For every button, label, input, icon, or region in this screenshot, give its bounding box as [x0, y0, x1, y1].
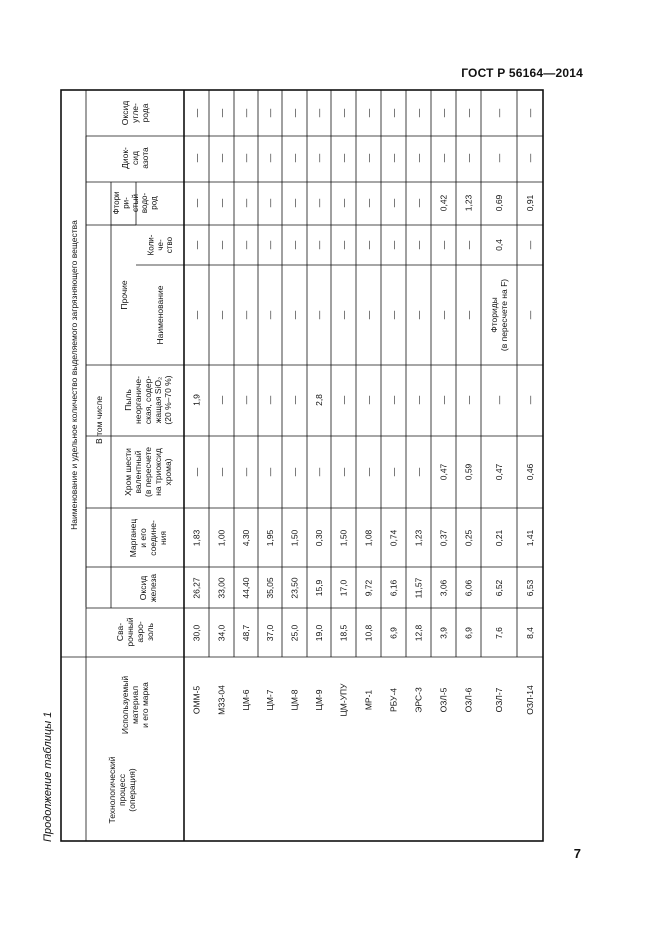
cell-chromium: —: [314, 467, 324, 477]
cell-no2: —: [314, 153, 324, 163]
header-iron: Оксиджелеза: [138, 573, 158, 603]
cell-co: —: [289, 108, 300, 118]
cell-other_qty: —: [289, 240, 300, 250]
cell-other_qty: —: [191, 240, 202, 250]
cell-hf: 0,42: [438, 194, 449, 212]
cell-dust: —: [525, 395, 535, 405]
header-no2: Диок-сидазота: [119, 147, 150, 169]
cell-dust: —: [289, 395, 300, 405]
cell-other_qty: —: [413, 240, 424, 250]
cell-dust: 2,8: [314, 394, 324, 406]
cell-chromium: —: [413, 467, 424, 477]
cell-other_name: —: [463, 310, 474, 320]
cell-dust: —: [494, 395, 504, 405]
cell-aerosol: 12,8: [413, 624, 424, 642]
cell-co: —: [191, 108, 202, 118]
page-number: 7: [573, 846, 581, 861]
cell-dust: —: [363, 395, 374, 405]
cell-aerosol: 34,0: [216, 624, 227, 642]
cell-other_qty: —: [525, 240, 535, 250]
cell-dust: —: [216, 395, 227, 405]
cell-dust: —: [388, 395, 399, 405]
cell-aerosol: 6,9: [463, 627, 474, 639]
cell-hf: —: [413, 198, 424, 208]
cell-no2: —: [338, 153, 349, 163]
cell-hf: —: [191, 198, 202, 208]
cell-no2: —: [438, 153, 449, 163]
cell-no2: —: [463, 153, 474, 163]
cell-chromium: —: [363, 467, 374, 477]
cell-hf: —: [216, 198, 227, 208]
cell-aerosol: 18,5: [338, 624, 349, 642]
cell-hf: 0,69: [494, 194, 504, 212]
cell-other_name: —: [314, 310, 324, 320]
cell-co: —: [314, 108, 324, 118]
cell-other_name: —: [338, 310, 349, 320]
cell-hf: —: [265, 198, 275, 208]
cell-iron: 6,52: [494, 579, 504, 597]
cell-iron: 17,0: [338, 579, 349, 597]
cell-chromium: —: [265, 467, 275, 477]
cell-aerosol: 19,0: [314, 624, 324, 642]
cell-other_qty: —: [338, 240, 349, 250]
header-aerosol: Сва-рочныйаэро-золь: [114, 617, 155, 647]
cell-manganese: 1,95: [265, 529, 275, 547]
cell-co: —: [525, 108, 535, 118]
cell-manganese: 0,25: [463, 529, 474, 547]
cell-aerosol: 6,9: [388, 627, 399, 639]
cell-material: РБУ-4: [388, 687, 399, 713]
cell-hf: 1,23: [463, 194, 474, 212]
cell-co: —: [494, 108, 504, 118]
cell-other_qty: —: [363, 240, 374, 250]
standard-id: ГОСТ Р 56164—2014: [461, 66, 583, 80]
cell-co: —: [463, 108, 474, 118]
cell-no2: —: [241, 153, 251, 163]
cell-manganese: 1,00: [216, 529, 227, 547]
header-subgroup: В том числе: [94, 396, 104, 444]
cell-other_name: —: [438, 310, 449, 320]
cell-iron: 6,53: [525, 579, 535, 597]
cell-dust: —: [241, 395, 251, 405]
cell-manganese: 1,83: [191, 529, 202, 547]
header-group: Наименование и удельное количество выделяемого загрязняющего вещества: [69, 220, 79, 530]
cell-material: ОЗЛ-14: [525, 685, 535, 715]
cell-other_qty: —: [241, 240, 251, 250]
cell-co: —: [241, 108, 251, 118]
cell-hf: —: [241, 198, 251, 208]
cell-chromium: —: [241, 467, 251, 477]
cell-chromium: 0,47: [494, 463, 504, 481]
cell-iron: 3,06: [438, 579, 449, 597]
cell-other_name: —: [363, 310, 374, 320]
cell-other_qty: —: [216, 240, 227, 250]
cell-manganese: 1,08: [363, 529, 374, 547]
cell-chromium: 0,59: [463, 463, 474, 481]
cell-dust: 1,9: [191, 394, 202, 406]
cell-hf: —: [363, 198, 374, 208]
cell-hf: —: [314, 198, 324, 208]
cell-iron: 6,06: [463, 579, 474, 597]
cell-co: —: [216, 108, 227, 118]
cell-material: ОЗЛ-7: [494, 687, 504, 713]
cell-other_name: —: [191, 310, 202, 320]
cell-other_name: —: [525, 310, 535, 320]
cell-no2: —: [289, 153, 300, 163]
cell-aerosol: 10,8: [363, 624, 374, 642]
cell-other_name: —: [289, 310, 300, 320]
cell-hf: —: [388, 198, 399, 208]
cell-material: ЦМ-8: [289, 689, 300, 711]
cell-manganese: 1,50: [338, 529, 349, 547]
cell-aerosol: 3,9: [438, 627, 449, 639]
cell-iron: 26,27: [191, 577, 202, 599]
cell-manganese: 4,30: [241, 529, 251, 547]
cell-co: —: [338, 108, 349, 118]
cell-material: ОММ-5: [191, 685, 202, 715]
table-continuation-caption: Продолжение таблицы 1: [42, 711, 54, 842]
header-manganese: Марганеци егосоедине-ния: [127, 518, 168, 558]
cell-hf: —: [338, 198, 349, 208]
cell-no2: —: [525, 153, 535, 163]
cell-aerosol: 7,6: [494, 627, 504, 639]
header-dust: Пыльнеорганиче-ская, содер-жащая SiO₂(20 %–70 %): [122, 375, 173, 425]
cell-chromium: —: [216, 467, 227, 477]
cell-other_name: —: [241, 310, 251, 320]
cell-other_qty: —: [438, 240, 449, 250]
header-process: Технологическийпроцесс(операция): [106, 756, 137, 824]
header-other-qty: Коли-че-ство: [146, 234, 175, 256]
header-co: Оксидугле-рода: [119, 100, 150, 126]
cell-manganese: 0,37: [438, 529, 449, 547]
cell-aerosol: 8,4: [525, 627, 535, 639]
cell-co: —: [265, 108, 275, 118]
cell-iron: 15,9: [314, 579, 324, 597]
cell-material: МР-1: [363, 689, 374, 711]
cell-co: —: [438, 108, 449, 118]
cell-manganese: 0,30: [314, 529, 324, 547]
header-chromium: Хром шестивалентный(в пересчетена триоксидхрома): [122, 446, 173, 498]
cell-iron: 33,00: [216, 577, 227, 599]
cell-no2: —: [388, 153, 399, 163]
cell-other_name: —: [265, 310, 275, 320]
cell-hf: —: [289, 198, 300, 208]
cell-iron: 11,57: [413, 577, 424, 599]
cell-chromium: —: [289, 467, 300, 477]
cell-other_qty: —: [463, 240, 474, 250]
cell-iron: 35,05: [265, 577, 275, 599]
cell-aerosol: 37,0: [265, 624, 275, 642]
cell-co: —: [388, 108, 399, 118]
header-other: Прочие: [119, 280, 129, 310]
cell-manganese: 0,21: [494, 529, 504, 547]
cell-no2: —: [363, 153, 374, 163]
cell-other_name: Фториды(в пересчете на F): [489, 278, 509, 352]
cell-hf: 0,91: [525, 194, 535, 212]
cell-dust: —: [338, 395, 349, 405]
cell-iron: 9,72: [363, 579, 374, 597]
cell-iron: 23,50: [289, 577, 300, 599]
cell-manganese: 0,74: [388, 529, 399, 547]
header-other-name: Наименование: [155, 285, 165, 345]
cell-no2: —: [494, 153, 504, 163]
cell-material: ЦМ-7: [265, 689, 275, 711]
cell-material: ОЗЛ-5: [438, 687, 449, 713]
cell-chromium: —: [388, 467, 399, 477]
cell-other_qty: 0,4: [494, 239, 504, 251]
cell-material: ЦМ-6: [241, 689, 251, 711]
cell-dust: —: [463, 395, 474, 405]
cell-other_qty: —: [388, 240, 399, 250]
cell-aerosol: 48,7: [241, 624, 251, 642]
cell-material: ЭРС-3: [413, 687, 424, 713]
header-hf: Фторири-стыйводо-род: [111, 191, 159, 215]
cell-chromium: 0,46: [525, 463, 535, 481]
cell-other_qty: —: [314, 240, 324, 250]
cell-iron: 44,40: [241, 577, 251, 599]
cell-co: —: [363, 108, 374, 118]
cell-other_name: —: [216, 310, 227, 320]
cell-manganese: 1,23: [413, 529, 424, 547]
cell-co: —: [413, 108, 424, 118]
cell-iron: 6,16: [388, 579, 399, 597]
cell-other_name: —: [388, 310, 399, 320]
cell-chromium: 0,47: [438, 463, 449, 481]
cell-material: МЗЗ-04: [216, 685, 227, 715]
cell-material: ЦМ-УПУ: [338, 683, 349, 717]
cell-other_qty: —: [265, 240, 275, 250]
cell-material: ОЗЛ-6: [463, 687, 474, 713]
cell-aerosol: 25,0: [289, 624, 300, 642]
cell-other_name: —: [413, 310, 424, 320]
cell-dust: —: [413, 395, 424, 405]
cell-manganese: 1,50: [289, 529, 300, 547]
cell-dust: —: [438, 395, 449, 405]
cell-dust: —: [265, 395, 275, 405]
cell-no2: —: [216, 153, 227, 163]
header-material: Используемыйматериали его марка: [119, 675, 150, 735]
cell-no2: —: [413, 153, 424, 163]
cell-chromium: —: [338, 467, 349, 477]
cell-no2: —: [265, 153, 275, 163]
cell-chromium: —: [191, 467, 202, 477]
cell-manganese: 1,41: [525, 529, 535, 547]
cell-no2: —: [191, 153, 202, 163]
cell-aerosol: 30,0: [191, 624, 202, 642]
cell-material: ЦМ-9: [314, 689, 324, 711]
